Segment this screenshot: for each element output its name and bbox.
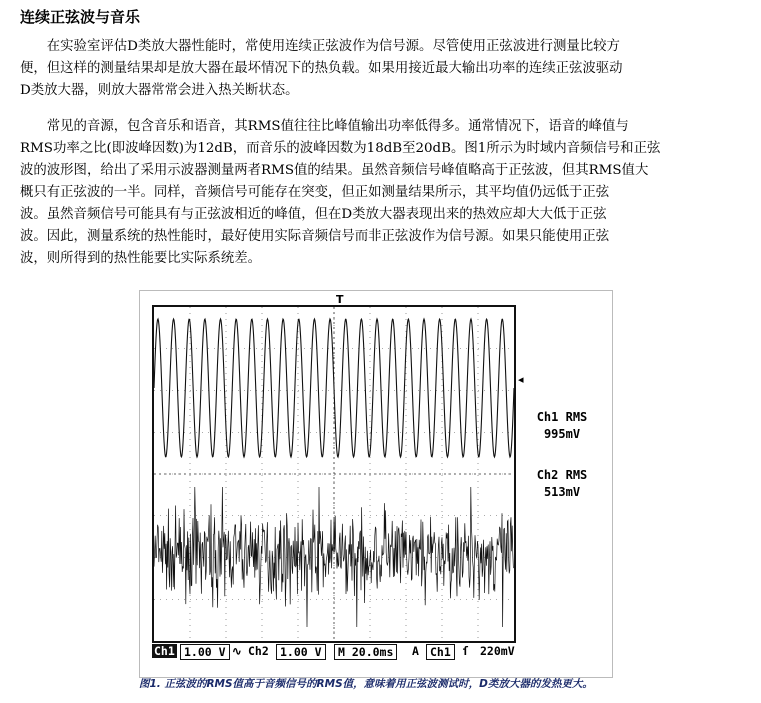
article-title: 连续正弦波与音乐 <box>20 8 141 26</box>
trigger-mode: A <box>412 644 419 658</box>
paragraph-line: 波，则所得到的热性能要比实际系统差。 <box>20 251 262 266</box>
ch2-rms-label: Ch2 RMS <box>536 468 588 482</box>
ch2-scale: 1.00 V <box>276 644 326 660</box>
ch2-rms-value: 513mV <box>543 485 581 499</box>
paragraph-line: D类放大器，则放大器常常会进入热关断状态。 <box>20 83 299 98</box>
paragraph-line: 常见的音源，包含音乐和语音，其RMS值往往比峰值输出功率低得多。通常情况下，语音的峰值与 <box>20 119 629 134</box>
ch2-rms-readout <box>522 467 602 501</box>
paragraph-line: RMS功率之比(即波峰因数)为12dB，而音乐的波峰因数为18dB至20dB。图1所示为时域内音频信号和正弦 <box>20 141 661 156</box>
ch1-rms-readout <box>522 409 602 443</box>
paragraph-line: 便，但这样的测量结果却是放大器在最坏情况下的热负载。如果用接近最大输出功率的连续正弦波驱动 <box>20 61 623 76</box>
ch2-status: Ch2 <box>248 644 269 658</box>
paragraph-line: 波。虽然音频信号可能具有与正弦波相近的峰值，但在D类放大器表现出来的热效应却大大低于正弦 <box>20 207 607 222</box>
level-arrow-icon: ◂ <box>518 373 524 386</box>
oscilloscope-figure <box>139 290 613 678</box>
paragraph-line: 概只有正弦波的一半。同样，音频信号可能存在突变，但正如测量结果所示，其平均值仍远低于正弦 <box>20 185 610 200</box>
paragraph-1 <box>20 36 740 102</box>
paragraph-line: 波。因此，测量系统的热性能时，最好使用实际音频信号而非正弦波作为信号源。如果只能使用正弦 <box>20 229 610 244</box>
trigger-marker: T <box>336 293 344 306</box>
bandwidth-icon: ∿ <box>232 644 242 658</box>
ch1-status: Ch1 <box>154 644 175 658</box>
ch1-sine-trace <box>154 319 514 457</box>
trigger-level: 220mV <box>480 644 515 658</box>
trigger-slope: ſ <box>462 644 469 658</box>
oscilloscope-screen <box>152 305 516 643</box>
scope-status-bar <box>152 643 534 659</box>
figure-caption: 图1. 正弦波的RMS值高于音频信号的RMS值，意味着用正弦波测试时，D类放大器的发热更大。 <box>139 678 593 690</box>
paragraph-line: 波的波形图，给出了采用示波器测量两者RMS值的结果。虽然音频信号峰值略高于正弦波，但其RMS值大 <box>20 163 649 178</box>
ch1-rms-label: Ch1 RMS <box>536 410 588 424</box>
paragraph-line: 在实验室评估D类放大器性能时，常使用连续正弦波作为信号源。尽管使用正弦波进行测量比较方 <box>20 39 620 54</box>
oscilloscope-plot <box>154 307 514 641</box>
ch1-scale: 1.00 V <box>180 644 230 660</box>
trigger-source: Ch1 <box>426 644 455 660</box>
paragraph-2 <box>20 116 740 270</box>
timebase: M 20.0ms <box>334 644 397 660</box>
ch1-rms-value: 995mV <box>543 427 581 441</box>
